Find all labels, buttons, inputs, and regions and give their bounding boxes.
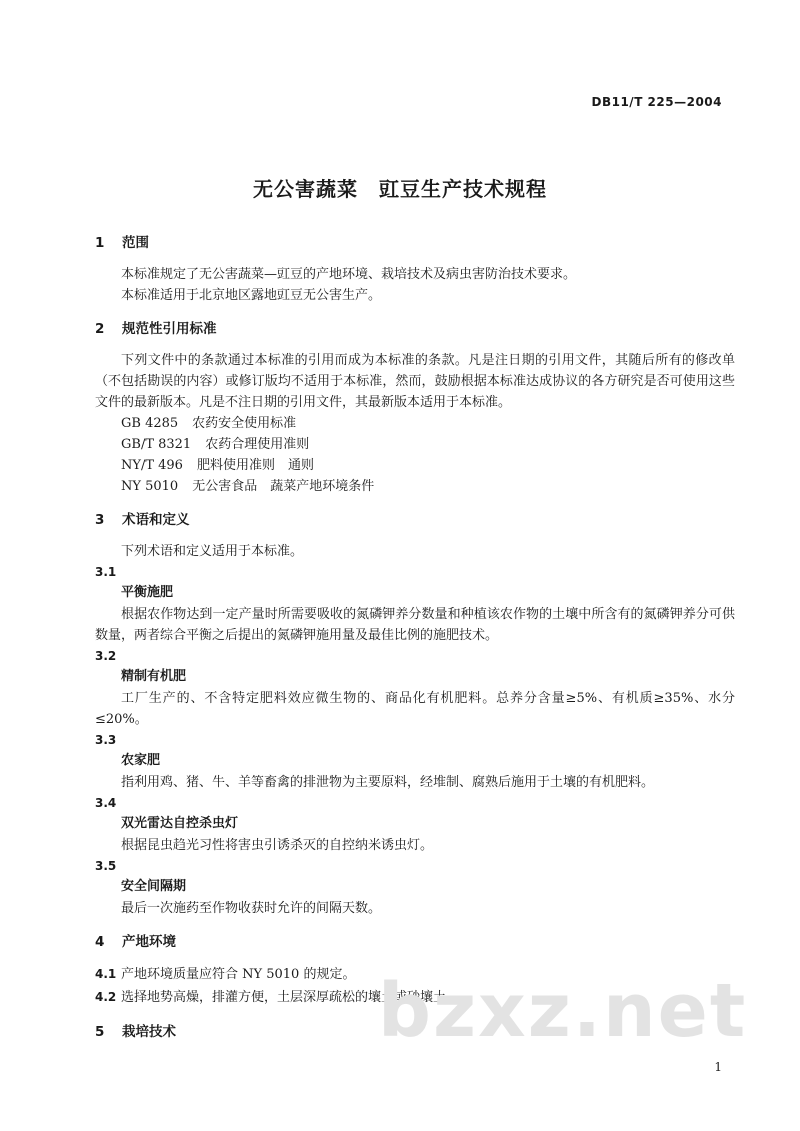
standard-reference: GB/T 8321 农药合理使用准则 [121,437,310,452]
paragraph: 下列术语和定义适用于本标准。 [121,544,304,559]
term-title: 双光雷达自控杀虫灯 [121,816,239,831]
clause-number: 3.2 [95,649,117,663]
term-definition: 工厂生产的、不含特定肥料效应微生物的、商品化有机肥料。总养分含量≥5%、有机质≥35%、水分≤20%。 [95,691,735,727]
section-heading-terms-definitions: 3 术语和定义 [95,512,190,528]
watermark-logo: bzxz.net [378,968,748,1054]
page-number: 1 [714,1060,722,1074]
term-definition: 指利用鸡、猪、牛、羊等畜禽的排泄物为主要原料，经堆制、腐熟后施用于土壤的有机肥料。 [121,775,655,790]
numbered-item: 4.1 产地环境质量应符合 NY 5010 的规定。 [95,967,356,982]
section-heading-normative-references: 2 规范性引用标准 [95,321,217,337]
clause-number: 3.4 [95,796,117,810]
standard-reference: GB 4285 农药安全使用标准 [121,416,297,431]
standard-reference: NY/T 496 肥料使用准则 通则 [121,458,314,473]
clause-number: 3.1 [95,565,117,579]
term-definition: 根据昆虫趋光习性将害虫引诱杀灭的自控纳米诱虫灯。 [121,838,434,853]
standard-code: DB11/T 225—2004 [591,95,722,109]
paragraph: 下列文件中的条款通过本标准的引用而成为本标准的条款。凡是注日期的引用文件，其随后所有的修改单（不包括勘误的内容）或修订版均不适用于本标准，然而，鼓励根据本标准达成协议的各方研究是否可使用这些文件的最新版本。凡是不注日期的引用文件，其最新版本适用于本标准。 [95,353,735,410]
term-title: 安全间隔期 [121,879,187,894]
document-body [95,226,735,1045]
clause-number: 3.5 [95,859,117,873]
numbered-item: 4.2 选择地势高燥，排灌方便，土层深厚疏松的壤土或砂壤土。 [95,990,460,1005]
paragraph: 本标准适用于北京地区露地豇豆无公害生产。 [121,288,382,303]
section-heading-cultivation-techniques: 5 栽培技术 [95,1024,176,1040]
term-title: 平衡施肥 [121,585,174,600]
section-heading-scope: 1 范围 [95,235,149,251]
term-definition: 最后一次施药至作物收获时允许的间隔天数。 [121,901,382,916]
clause-number: 3.3 [95,733,117,747]
term-title: 农家肥 [121,753,161,768]
standard-reference: NY 5010 无公害食品 蔬菜产地环境条件 [121,479,375,494]
paragraph: 本标准规定了无公害蔬菜—豇豆的产地环境、栽培技术及病虫害防治技术要求。 [121,267,577,282]
section-heading-production-environment: 4 产地环境 [95,934,176,950]
document-title: 无公害蔬菜 豇豆生产技术规程 [253,177,547,201]
term-definition: 根据农作物达到一定产量时所需要吸收的氮磷钾养分数量和种植该农作物的土壤中所含有的氮磷钾养分可供数量，两者综合平衡之后提出的氮磷钾施用量及最佳比例的施肥技术。 [95,607,735,643]
term-title: 精制有机肥 [121,669,187,684]
